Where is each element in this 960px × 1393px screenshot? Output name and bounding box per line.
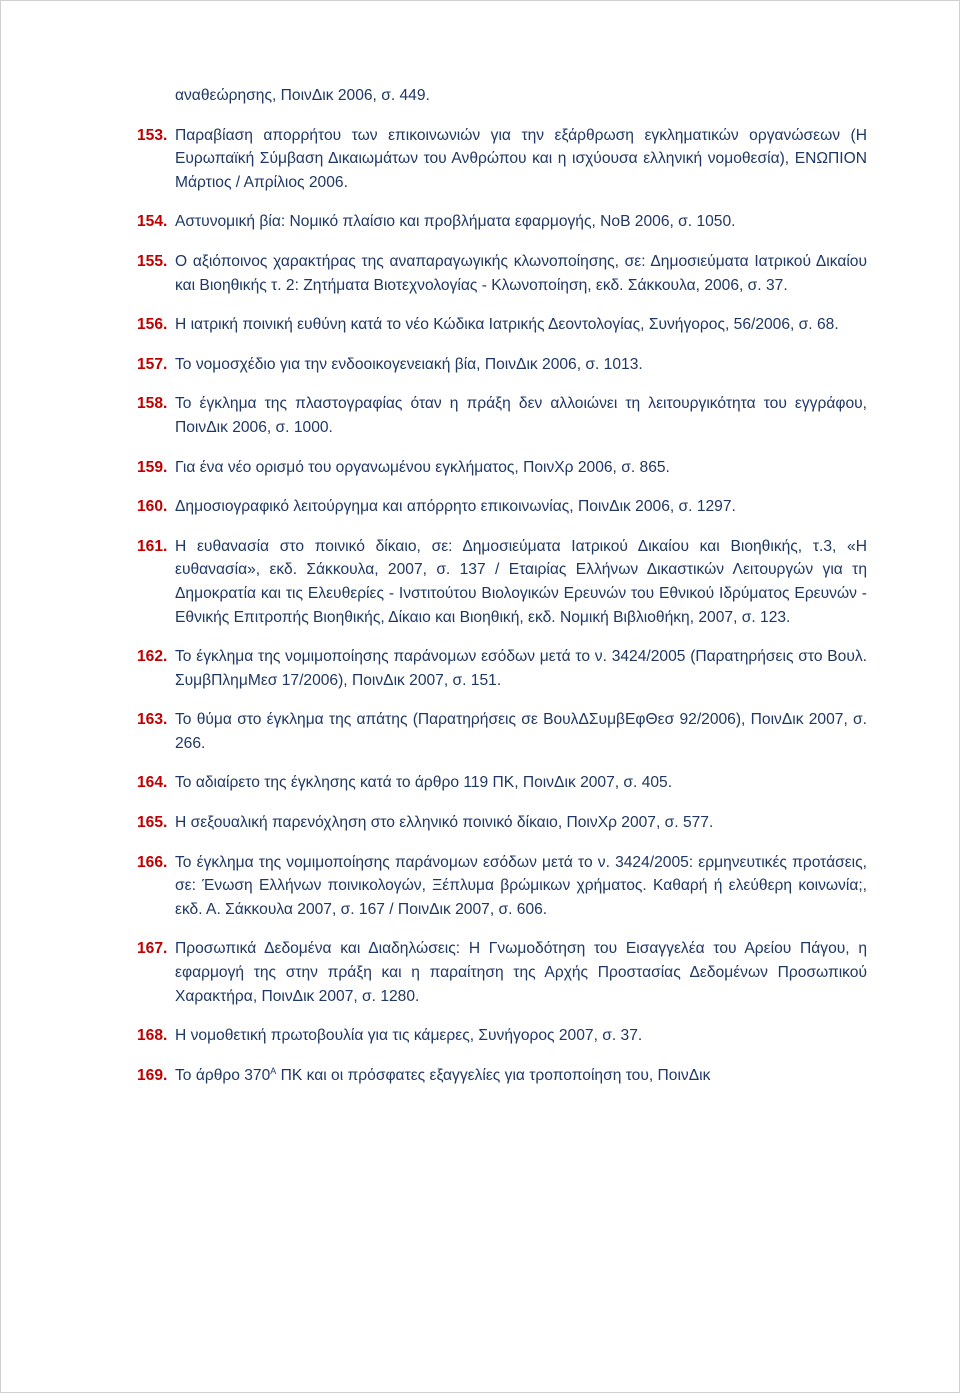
- list-item: [137, 1024, 867, 1048]
- entry-text: Η ευθανασία στο ποινικό δίκαιο, σε: Δημοσιεύματα Ιατρικού Δικαίου και Βιοηθικής, τ.3, «Η ευθανασία», εκδ. Σάκκουλα, 2007, σ. 137 / Εταιρίας Ελλήνων Δικαστικών Λειτουργών για τη Δημοκρατία και τις Ελευθερίες - Ινστιτούτου Βιολογικών Ερευνών του Εθνικού Ιδρύματος Ερευνών - Εθνικής Επιτροπής Βιοηθικής, Δίκαιο και Βιοηθική, εκδ. Νομική Βιβλιοθήκη, 2007, σ. 123.: [175, 537, 867, 626]
- entry-number: 166.: [137, 853, 168, 871]
- entry-number: 165.: [137, 814, 168, 832]
- entry-number: 169.: [137, 1066, 168, 1084]
- list-item: [137, 353, 867, 377]
- list-item: [137, 495, 867, 519]
- entry-text-after: ΠΚ και οι πρόσφατες εξαγγελίες για τροποποίηση του, ΠοινΔικ: [276, 1066, 711, 1084]
- entry-text: Το έγκλημα της νομιμοποίησης παράνομων εσόδων μετά το ν. 3424/2005: ερμηνευτικές προτάσεις, σε: Ένωση Ελλήνων ποινικολογών, Ξέπλυμα βρώμικων χρήματος. Καθαρή ή ελεύθερη κοινωνία;, εκδ. Α. Σάκκουλα 2007, σ. 167 / ΠοινΔικ 2007, σ. 606.: [175, 853, 867, 918]
- entry-text: Προσωπικά Δεδομένα και Διαδηλώσεις: Η Γνωμοδότηση του Εισαγγελέα του Αρείου Πάγου, η εφαρμογή της στην πράξη και η παραίτηση της Αρχής Προστασίας Δεδομένων Προσωπικού Χαρακτήρα, ΠοινΔικ 2007, σ. 1280.: [175, 940, 867, 1005]
- entry-text: Δημοσιογραφικό λειτούργημα και απόρρητο επικοινωνίας, ΠοινΔικ 2006, σ. 1297.: [175, 498, 736, 516]
- list-item: [137, 811, 867, 835]
- entry-number: 162.: [137, 648, 168, 666]
- entry-text: Το έγκλημα της νομιμοποίησης παράνομων εσόδων μετά το ν. 3424/2005 (Παρατηρήσεις στο Βουλ. ΣυμβΠλημΜεσ 17/2006), ΠοινΔικ 2007, σ. 151.: [175, 648, 867, 689]
- list-item: [137, 392, 867, 439]
- bibliography-list: [137, 84, 867, 1103]
- continuation-text: αναθεώρησης, ΠοινΔικ 2006, σ. 449.: [175, 87, 430, 104]
- entry-number: 156.: [137, 316, 168, 334]
- entry-number: 167.: [137, 940, 168, 958]
- entry-number: 157.: [137, 355, 168, 373]
- list-item: [137, 250, 867, 297]
- entry-number: 153.: [137, 126, 168, 144]
- list-item-last: [137, 1064, 867, 1088]
- list-item: [137, 645, 867, 692]
- list-item: [137, 771, 867, 795]
- entry-text: Ο αξιόποινος χαρακτήρας της αναπαραγωγικής κλωνοποίησης, σε: Δημοσιεύματα Ιατρικού Δικαίου και Βιοηθικής τ. 2: Ζητήματα Βιοτεχνολογίας - Κλωνοποίηση, εκδ. Σάκκουλα, 2006, σ. 37.: [175, 252, 867, 294]
- entry-number: 154.: [137, 213, 168, 231]
- entry-text: Το αδιαίρετο της έγκλησης κατά το άρθρο 119 ΠΚ, ΠοινΔικ 2007, σ. 405.: [175, 774, 673, 792]
- entry-number: 159.: [137, 458, 168, 476]
- entry-text: Για ένα νέο ορισμό του οργανωμένου εγκλήματος, ΠοινΧρ 2006, σ. 865.: [175, 458, 670, 476]
- list-item: [137, 456, 867, 480]
- superscript-mark: Α: [270, 1065, 277, 1076]
- entry-text: Η σεξουαλική παρενόχληση στο ελληνικό ποινικό δίκαιο, ΠοινΧρ 2007, σ. 577.: [175, 814, 714, 832]
- list-item: [137, 535, 867, 629]
- list-item: [137, 313, 867, 337]
- entry-text: Το νομοσχέδιο για την ενδοοικογενειακή βία, ΠοινΔικ 2006, σ. 1013.: [175, 355, 643, 373]
- entry-number: 163.: [137, 711, 168, 729]
- entry-text: [175, 1064, 867, 1088]
- entry-number: 155.: [137, 252, 168, 270]
- entry-text: Το θύμα στο έγκλημα της απάτης (Παρατηρήσεις σε ΒουλΔΣυμβΕφΘεσ 92/2006), ΠοινΔικ 2007, σ. 266.: [175, 711, 867, 752]
- entry-text-before: Το άρθρο 370: [175, 1066, 271, 1084]
- entry-number: 161.: [137, 537, 168, 555]
- entry-number: 158.: [137, 395, 168, 413]
- entry-text: Το έγκλημα της πλαστογραφίας όταν η πράξη δεν αλλοιώνει τη λειτουργικότητα του εγγράφου, ΠοινΔικ 2006, σ. 1000.: [175, 395, 867, 436]
- list-item: [137, 210, 867, 234]
- list-item: [137, 708, 867, 755]
- entry-number: 164.: [137, 774, 168, 792]
- list-item: [137, 937, 867, 1008]
- list-item: [137, 124, 867, 195]
- entry-number: 160.: [137, 498, 168, 516]
- entry-text: Αστυνομική βία: Νομικό πλαίσιο και προβλήματα εφαρμογής, ΝοΒ 2006, σ. 1050.: [175, 213, 736, 231]
- entry-text: Η νομοθετική πρωτοβουλία για τις κάμερες, Συνήγορος 2007, σ. 37.: [175, 1027, 643, 1045]
- entry-text: Η ιατρική ποινική ευθύνη κατά το νέο Κώδικα Ιατρικής Δεοντολογίας, Συνήγορος, 56/2006, σ. 68.: [175, 316, 839, 334]
- entry-text: Παραβίαση απορρήτου των επικοινωνιών για την εξάρθρωση εγκληματικών οργανώσεων (Η Ευρωπαϊκή Σύμβαση Δικαιωμάτων του Ανθρώπου και η ισχύουσα ελληνική νομοθεσία), ΕΝΩΠΙΟΝ Μάρτιος / Απρίλιος 2006.: [175, 126, 867, 191]
- entry-number: 168.: [137, 1027, 168, 1045]
- list-item: [137, 851, 867, 922]
